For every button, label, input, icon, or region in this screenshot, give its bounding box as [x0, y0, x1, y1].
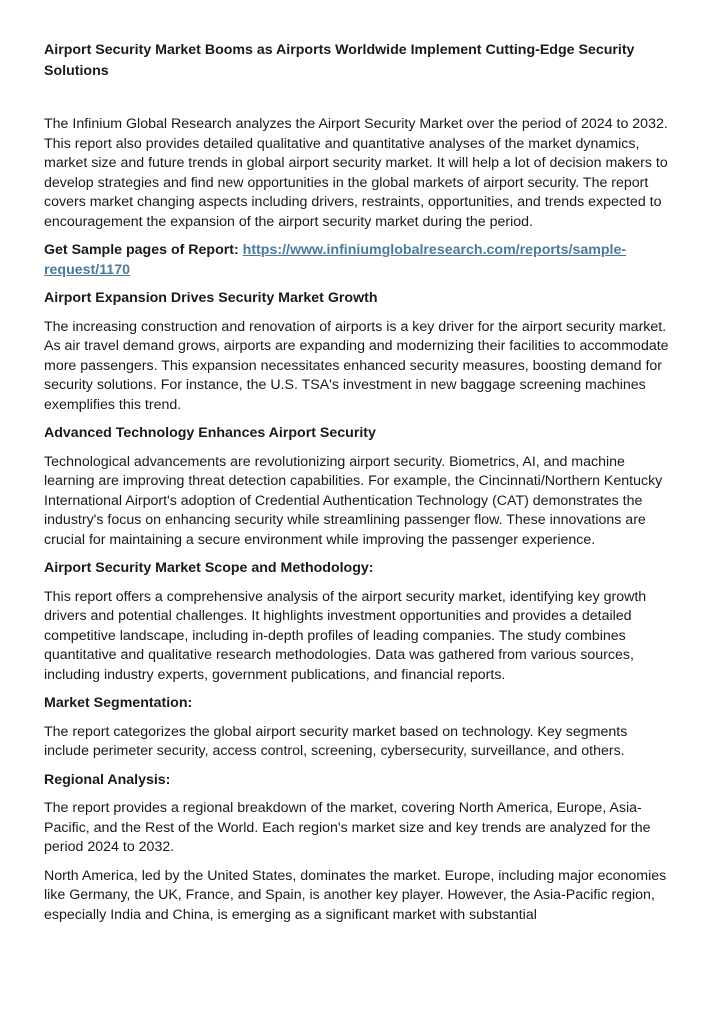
section-body-regional-analysis-continued: North America, led by the United States, dominates the market. Europe, including major economies like Germany, the UK, France, and Spain, is another key player. However, the Asia-Pacific region, especially India and China, is emerging as a significant market with substantial [44, 867, 667, 923]
document-page [44, 40, 674, 934]
intro-paragraph: The Infinium Global Research analyzes the Airport Security Market over the period of 2024 to 2032. This report also provides detailed qualitative and quantitative analyses of the market dynamics, market size and future trends in global airport security market. It will help a lot of decision makers to develop strategies and find new opportunities in the global markets of airport security. The report covers market changing aspects including drivers, restraints, opportunities, and trends expected to encouragement the expansion of the airport security market during the period. [44, 116, 668, 230]
section-body-advanced-technology: Technological advancements are revolutionizing airport security. Biometrics, AI, and machine learning are improving threat detection capabilities. For example, the Cincinnati/Northern Kentucky International Airport's adoption of Credential Authentication Technology (CAT) demonstrates the industry's focus on enhancing security while streamlining passenger flow. These innovations are crucial for maintaining a secure environment while improving the passenger experience. [44, 453, 663, 548]
sample-request-line [44, 241, 674, 280]
section-heading-advanced-technology: Advanced Technology Enhances Airport Security [44, 425, 376, 441]
sample-request-link[interactable]: https://www.infiniumglobalresearch.com/reports/sample-request/1170 [44, 242, 627, 278]
section-body-airport-expansion: The increasing construction and renovation of airports is a key driver for the airport security market. As air travel demand grows, airports are expanding and modernizing their facilities to accommodate more passengers. This expansion necessitates enhanced security measures, boosting demand for security solutions. For instance, the U.S. TSA's investment in new baggage screening machines exemplifies this trend. [44, 318, 669, 413]
section-body-regional-analysis: The report provides a regional breakdown of the market, covering North America, Europe, Asia-Pacific, and the Rest of the World. Each region's market size and key trends are analyzed for the period 2024 to 2032. [44, 800, 651, 855]
sample-label: Get Sample pages of Report: [44, 242, 239, 258]
section-heading-regional-analysis: Regional Analysis: [44, 771, 171, 788]
section-body-market-segmentation: The report categorizes the global airport security market based on technology. Key segments include perimeter security, access control, screening, cybersecurity, surveillance, and others. [44, 723, 628, 759]
section-body-scope-methodology: This report offers a comprehensive analysis of the airport security market, identifying key growth drivers and potential challenges. It highlights investment opportunities and provides a detailed competitive landscape, including in-depth profiles of leading companies. The study combines quantitative and qualitative research methodologies. Data was gathered from various sources, including industry experts, government publications, and financial reports. [44, 588, 647, 683]
section-heading-airport-expansion: Airport Expansion Drives Security Market Growth [44, 290, 378, 306]
document-title: Airport Security Market Booms as Airports Worldwide Implement Cutting-Edge Security Solutions [44, 42, 635, 79]
section-heading-scope-methodology: Airport Security Market Scope and Methodology: [44, 560, 374, 576]
section-heading-market-segmentation: Market Segmentation: [44, 695, 193, 711]
